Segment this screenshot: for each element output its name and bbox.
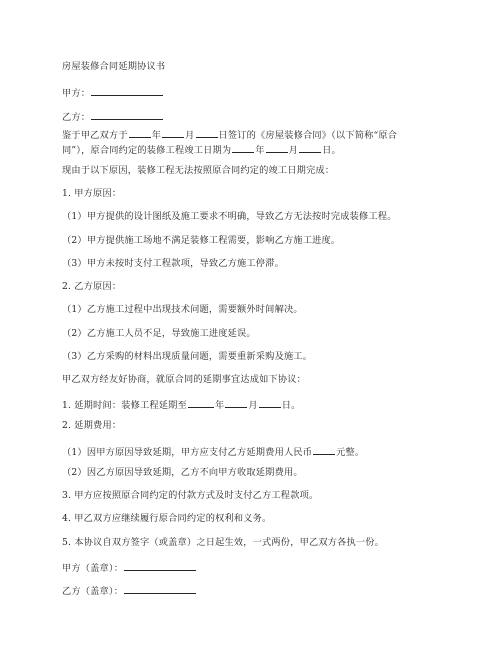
- a-item-2: （2）甲方提供施工场地不满足装修工程需要，影响乙方施工进度。: [62, 235, 341, 246]
- completion-day-blank: [299, 141, 321, 153]
- intro-line-2: [62, 141, 341, 158]
- sign-a-blank: [124, 559, 196, 571]
- section-a-heading: 1. 甲方原因：: [62, 188, 122, 199]
- completion-year-blank: [232, 141, 254, 153]
- clause-5: 5. 本协议自双方签字（或盖章）之日起生效，一式两份，甲乙双方各执一份。: [62, 537, 385, 548]
- delay-month-blank: [225, 396, 247, 408]
- b-item-1: （1）乙方施工过程中出现技术问题，需要额外时间解决。: [62, 304, 303, 315]
- section-b-heading: 2. 乙方原因：: [62, 281, 122, 292]
- document-title: 房屋装修合同延期协议书: [62, 61, 166, 72]
- b-item-2: （2）乙方施工人员不足，导致施工进度延误。: [62, 328, 256, 339]
- delay-day-blank: [259, 396, 281, 408]
- sign-a-label: 甲方（盖章）：: [62, 563, 124, 574]
- fee-text: （1）因甲方原因导致延期，甲方应支付乙方延期费用人民币: [62, 447, 313, 458]
- agreement-intro: 甲乙双方经友好协商，就原合同的延期事宜达成如下协议：: [62, 374, 307, 385]
- clause-text: 日。: [281, 400, 301, 411]
- sign-day-blank: [196, 126, 218, 138]
- party-a-blank: [91, 84, 163, 96]
- clause-text: 月: [248, 400, 258, 411]
- fee-item-1: [62, 443, 364, 460]
- sign-b-line: [62, 582, 197, 599]
- party-b-blank: [91, 108, 163, 120]
- fee-text: 元整。: [336, 447, 365, 458]
- sign-month-blank: [162, 126, 184, 138]
- sign-b-label: 乙方（盖章）：: [62, 586, 124, 597]
- party-a-label: 甲方：: [62, 88, 91, 99]
- intro-text: 日。: [322, 145, 341, 156]
- clause-3: 3. 甲方应按照原合同约定的付款方式及时支付乙方工程款项。: [62, 490, 319, 501]
- clause-text: 1. 延期时间：装修工程延期至: [62, 400, 187, 411]
- b-item-3: （3）乙方采购的材料出现质量问题，需要重新采购及施工。: [62, 351, 313, 362]
- intro-text: 同”），原合同约定的装修工程竣工日期为: [62, 145, 232, 156]
- delay-year-blank: [188, 396, 214, 408]
- party-a-line: [62, 84, 164, 101]
- clause-2: 2. 延期费用：: [62, 420, 122, 431]
- intro-text: 年: [151, 130, 162, 141]
- clause-4: 4. 甲乙双方应继续履行原合同约定的权利和义务。: [62, 513, 272, 524]
- reason-intro: 现由于以下原因，装修工程无法按照原合同约定的竣工日期完成：: [62, 165, 335, 176]
- intro-text: 月: [288, 145, 299, 156]
- a-item-3: （3）甲方未按时支付工程款项，导致乙方施工停滞。: [62, 258, 284, 269]
- clause-text: 年: [214, 400, 225, 411]
- party-b-line: [62, 108, 164, 125]
- intro-text: 年: [255, 145, 265, 156]
- a-item-1: （1）甲方提供的设计图纸及施工要求不明确，导致乙方无法按时完成装修工程。: [62, 211, 397, 222]
- intro-text: 鉴于甲乙双方于: [62, 130, 128, 141]
- intro-text: 日签订的《房屋装修合同》（以下简称“原合: [218, 130, 398, 141]
- sign-b-blank: [124, 582, 196, 594]
- clause-1: [62, 396, 301, 413]
- completion-month-blank: [266, 141, 288, 153]
- sign-year-blank: [129, 126, 151, 138]
- intro-text: 月: [185, 130, 195, 141]
- fee-amount-blank: [313, 443, 335, 455]
- party-b-label: 乙方：: [62, 112, 91, 123]
- sign-a-line: [62, 559, 197, 576]
- fee-item-2: （2）因乙方原因导致延期，乙方不向甲方收取延期费用。: [62, 467, 303, 478]
